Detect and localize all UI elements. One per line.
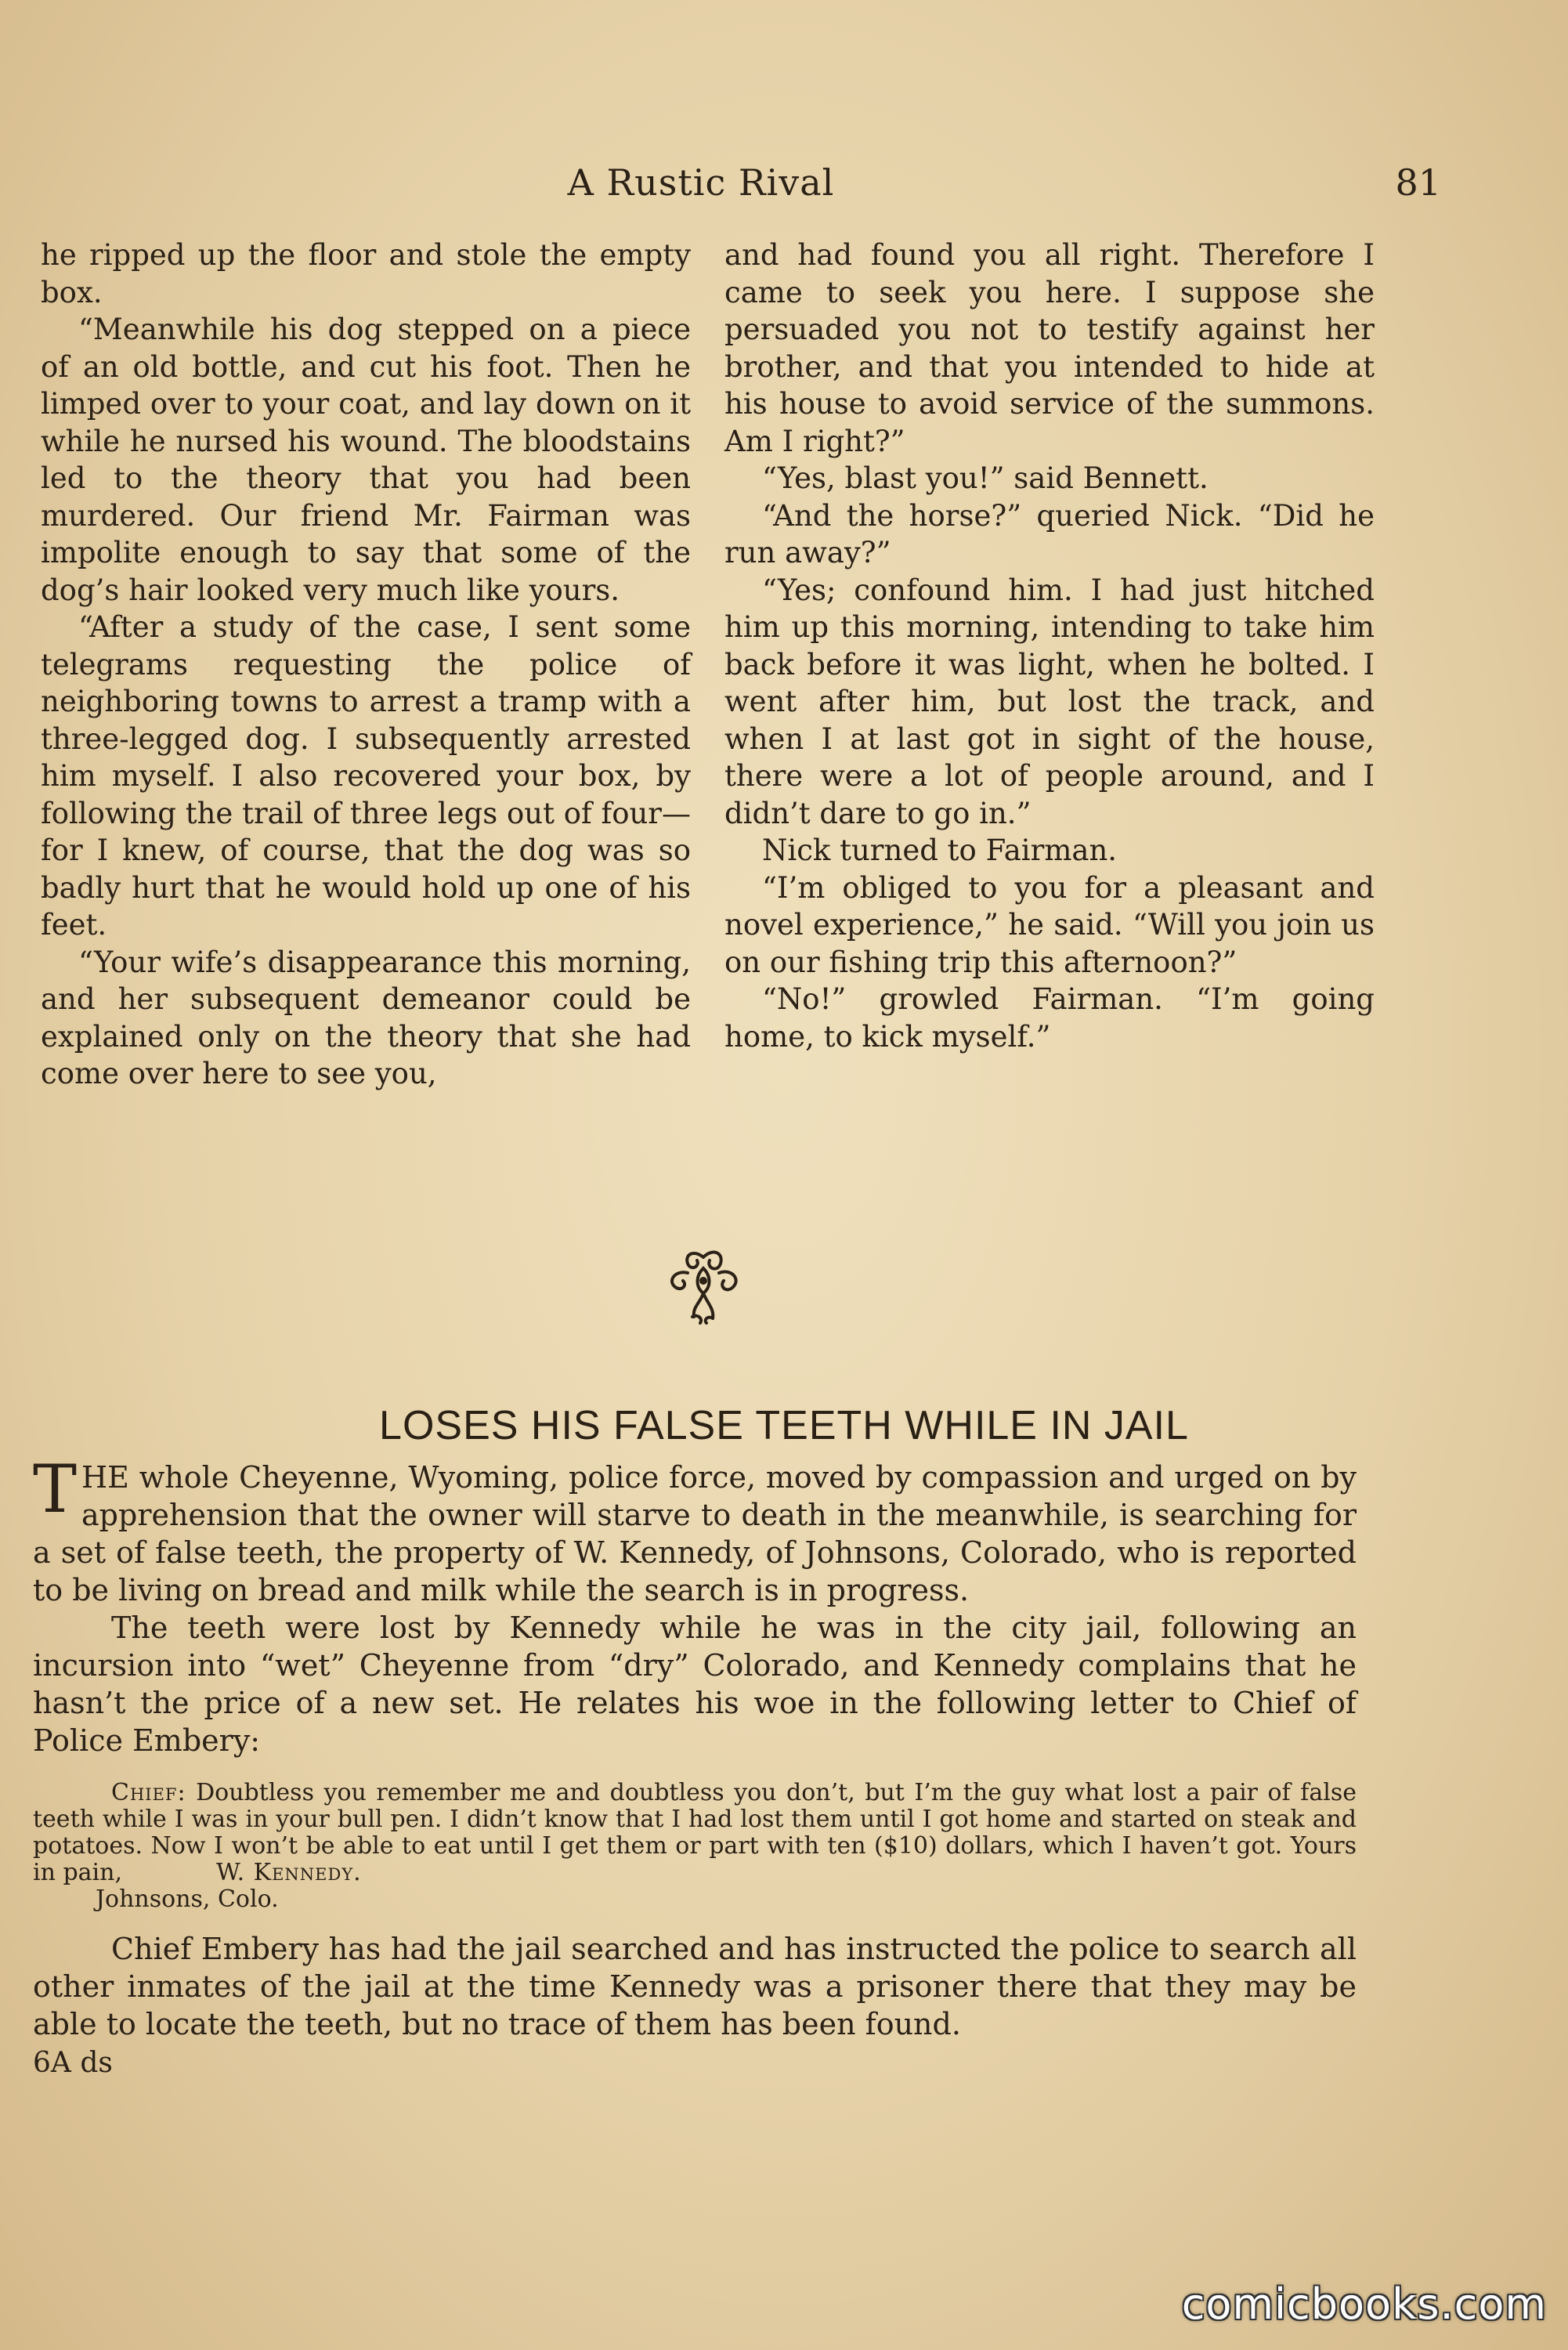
paragraph: “I’m obliged to you for a pleasant and novel experience,” he said. “Will you join us on our fishing trip this afternoon?” [724,870,1375,979]
paragraph: “Meanwhile his dog stepped on a piece of an old bottle, and cut his foot. Then he limped over to your coat, and lay down on it while he nursed his wound. The bloodstains led to the theory that you had been murdered. Our friend Mr. Fairman was impolite enough to say that some of the dog’s hair looked very much like yours. [41,313,691,607]
paragraph: “Yes, blast you!” said Bennett. [762,461,1209,495]
letter-body: Doubtless you remember me and doubtless you don’t, but I’m the guy what lost a pair of false teeth while I was in your bull pen. I didn’t know that I had lost them until I got home and started on steak and potatoes. Now I won’t be able to eat until I get them or part with ten ($10) dollars, which I haven’t got. Yours in pain, [33,1779,1357,1886]
letter-signature: W. Kennedy. [216,1859,362,1886]
running-head [0,157,1568,212]
paragraph-text: HE whole Cheyenne, Wyoming, police force, moved by compassion and urged on by apprehension that the owner will starve to death in the meanwhile, is searching for a set of false teeth, the property of W. Kennedy, of Johnsons, Colorado, who is reported to be living on bread and milk while the search is in progress. [33,1460,1357,1607]
paragraph: The teeth were lost by Kennedy while he was in the city jail, following an incursion into “wet” Cheyenne from “dry” Colorado, and Kennedy complains that he hasn’t the price of a new set. He relates his woe in the following letter to Chief of Police Embery: [33,1611,1357,1758]
paragraph: “No!” growled Fairman. “I’m going home, to kick myself.” [724,982,1375,1054]
right-column [724,237,1375,1055]
paragraph: “Yes; confound him. I had just hitched him up this morning, intending to take him back before it was light, when he bolted. I went after him, but lost the track, and when I at last got in sight of the house, there were a lot of people around, and I didn’t dare to go in.” [724,573,1375,830]
letter-place: Johnsons, Colo. [96,1885,279,1913]
drop-cap: T [33,1451,78,1528]
paragraph: “Your wife’s disappearance this morning, and her subsequent demeanor could be explained only on the theory that she had come over here to see you, [41,945,691,1090]
quoted-letter [33,1780,1357,1886]
article-body [33,1451,1357,2082]
paragraph: Chief Embery has had the jail searched and has instructed the police to search all other inmates of the jail at the time Kennedy was a prisoner there that they may be able to locate the teeth, but no trace of them has been found. [33,1932,1357,2041]
site-watermark: comicbooks.com [1181,2280,1547,2329]
running-title: A Rustic Rival [567,161,835,204]
floral-fleuron-icon [656,1242,750,1328]
paragraph: Nick turned to Fairman. [762,833,1118,867]
paragraph: “And the horse?” queried Nick. “Did he run away?” [724,498,1375,569]
paragraph [33,1451,1357,1609]
signature-mark: 6A ds [33,2047,113,2079]
left-column [41,237,691,1093]
letter-salutation: Chief: [111,1779,186,1806]
paragraph: he ripped up the floor and stole the empty box. [41,238,691,309]
page-number: 81 [1395,161,1441,204]
paragraph: and had found you all right. Therefore I came to seek you here. I suppose she persuaded you not to testify against her brother, and that you intended to hide at his house to avoid service of the summons. Am I right?” [724,238,1375,458]
article-headline: LOSES HIS FALSE TEETH WHILE IN JAIL [379,1403,1189,1448]
paragraph: “After a study of the case, I sent some telegrams requesting the police of neighboring towns to arrest a tramp with a three-legged dog. I subsequently arrested him myself. I also recovered your box, by following the trail of three legs out of four—for I knew, of course, that the dog was so badly hurt that he would hold up one of his feet. [41,610,691,942]
